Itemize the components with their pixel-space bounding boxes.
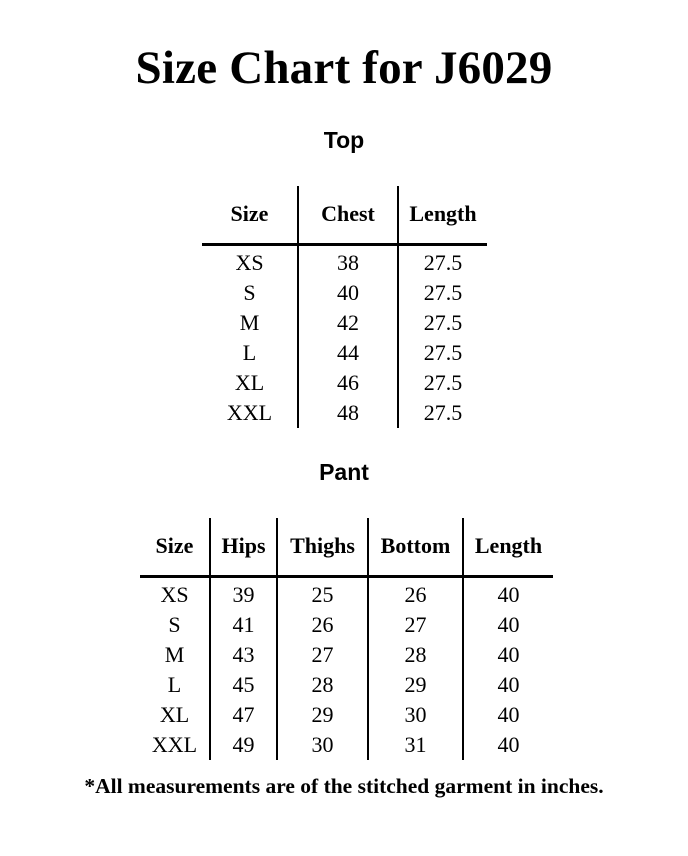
thighs-cell: 26 [277,610,368,640]
length-cell: 27.5 [398,338,487,368]
length-cell: 27.5 [398,278,487,308]
pant-size-table [140,518,553,760]
size-cell: XL [234,369,265,395]
table-header-row [140,518,553,576]
chest-cell: 38 [298,244,398,278]
size-cell: S [168,611,181,637]
size-cell: XL [159,701,190,727]
size-cell: L [242,339,257,365]
top-size-table [202,186,487,428]
hips-cell: 47 [210,700,277,730]
thighs-cell: 29 [277,700,368,730]
size-cell: L [167,671,182,697]
column-header-size: Size [202,186,298,244]
table-row [202,338,487,368]
size-cell: XS [160,581,189,607]
column-header-thighs: Thighs [277,518,368,576]
length-cell: 27.5 [398,398,487,428]
top-section-title: Top [323,127,365,153]
hips-cell: 43 [210,640,277,670]
bottom-cell: 27 [368,610,463,640]
thighs-cell: 27 [277,640,368,670]
hips-cell: 49 [210,730,277,760]
chest-cell: 48 [298,398,398,428]
column-header-length: Length [463,518,553,576]
length-cell: 40 [463,640,553,670]
column-header-bottom: Bottom [368,518,463,576]
table-row [202,244,487,278]
length-cell: 40 [463,700,553,730]
table-row [202,308,487,338]
chest-cell: 44 [298,338,398,368]
table-row [140,730,553,760]
table-row [202,278,487,308]
page-title: Size Chart for J6029 [135,42,553,94]
size-cell: XXL [151,731,198,757]
hips-cell: 41 [210,610,277,640]
size-cell: XS [235,249,264,275]
length-cell: 40 [463,610,553,640]
bottom-cell: 26 [368,576,463,610]
thighs-cell: 30 [277,730,368,760]
size-cell: M [239,309,260,335]
bottom-cell: 29 [368,670,463,700]
length-cell: 40 [463,670,553,700]
chest-cell: 42 [298,308,398,338]
column-header-chest: Chest [298,186,398,244]
table-row [202,368,487,398]
hips-cell: 39 [210,576,277,610]
size-cell: S [243,279,256,305]
bottom-cell: 30 [368,700,463,730]
hips-cell: 45 [210,670,277,700]
length-cell: 27.5 [398,308,487,338]
table-row [140,576,553,610]
thighs-cell: 28 [277,670,368,700]
length-cell: 40 [463,576,553,610]
chest-cell: 40 [298,278,398,308]
length-cell: 27.5 [398,368,487,398]
table-row [140,640,553,670]
table-row [202,398,487,428]
size-cell: XXL [226,399,273,425]
length-cell: 40 [463,730,553,760]
bottom-cell: 28 [368,640,463,670]
size-cell: M [164,641,185,667]
bottom-cell: 31 [368,730,463,760]
chest-cell: 46 [298,368,398,398]
pant-section-title: Pant [319,459,369,485]
table-row [140,610,553,640]
table-header-row [202,186,487,244]
column-header-hips: Hips [210,518,277,576]
thighs-cell: 25 [277,576,368,610]
column-header-length: Length [398,186,487,244]
table-row [140,670,553,700]
length-cell: 27.5 [398,244,487,278]
measurement-footnote: *All measurements are of the stitched garment in inches. [84,774,604,798]
table-row [140,700,553,730]
column-header-size: Size [140,518,210,576]
